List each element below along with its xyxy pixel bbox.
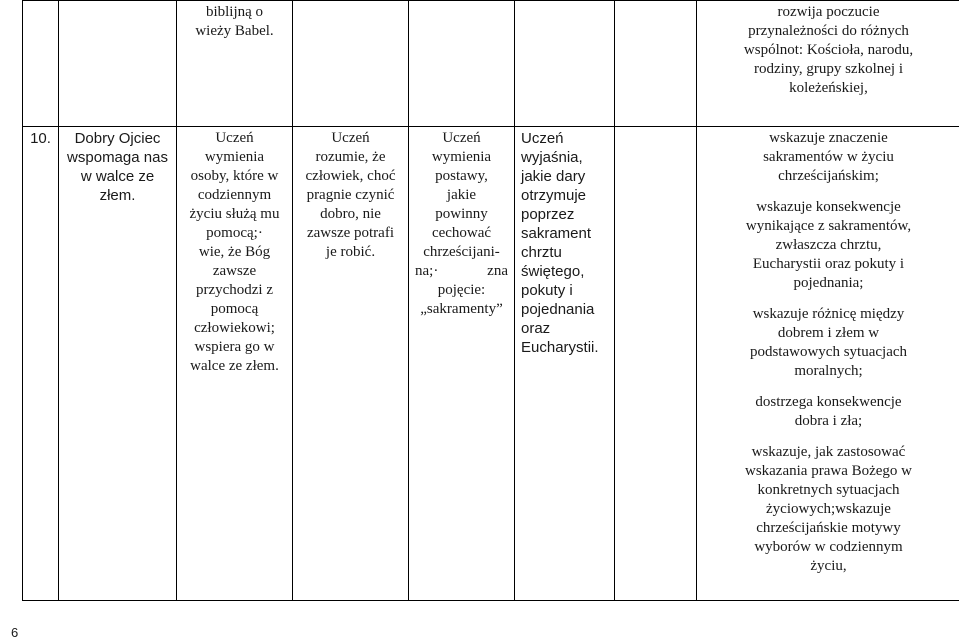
text-line: życiu służą mu	[189, 206, 280, 222]
text-line: chrześcijańskie motywy	[756, 520, 901, 536]
text-line: sakrament	[521, 225, 592, 242]
paragraph	[703, 305, 954, 381]
curriculum-table	[22, 0, 959, 601]
lesson-number: 10.	[23, 127, 59, 601]
text-line: „sakramenty”	[420, 301, 503, 317]
text-line: dostrzega konsekwencje	[755, 394, 902, 410]
text-line: zawsze	[212, 263, 257, 279]
text-line: chrześcijani-	[423, 244, 500, 260]
text-line: pomocą;·	[206, 225, 263, 241]
text-line: świętego,	[521, 263, 585, 280]
text-line: Uczeń	[215, 130, 254, 146]
title-line: Dobry Ojciec	[74, 130, 161, 147]
table-row	[23, 127, 959, 601]
text-line: wskazuje, jak zastosować	[751, 444, 906, 460]
text-line: chrztu	[521, 244, 562, 261]
cell-empty	[293, 1, 409, 127]
text-line: zwłaszcza chrztu,	[775, 237, 882, 253]
text-line: jakie	[446, 187, 477, 203]
text-line: chrześcijańskim;	[778, 168, 879, 184]
cell-number-empty	[23, 1, 59, 127]
paragraph	[703, 393, 954, 431]
text-line: wieży Babel.	[195, 23, 274, 39]
text-line: konkretnych sytuacjach	[757, 482, 900, 498]
text-line: rozumie, że	[315, 149, 386, 165]
cell-understanding	[293, 127, 409, 601]
text-line: wynikające z sakramentów,	[745, 218, 912, 234]
text-fragment: na;·	[415, 263, 439, 279]
text-line: Uczeń	[442, 130, 481, 146]
text-line: podstawowych sytuacjach	[749, 344, 908, 360]
text-line: walce ze złem.	[190, 358, 279, 374]
cell-requirements	[177, 127, 293, 601]
text-line: pojednania;	[793, 275, 864, 291]
paragraph	[703, 198, 954, 293]
text-line: zawsze potrafi	[306, 225, 395, 241]
text-line: osoby, które w	[190, 168, 279, 184]
text-line: Uczeń	[521, 130, 564, 147]
text-line: dobrem i złem w	[777, 325, 880, 341]
cell-attitudes	[697, 127, 959, 601]
text-line: koleżeńskiej,	[789, 80, 868, 96]
text-line: pokuty i	[521, 282, 573, 299]
cell-empty	[515, 1, 615, 127]
text-line: powinny	[435, 206, 488, 222]
text-line: wymienia	[431, 149, 492, 165]
text-line: oraz	[521, 320, 551, 337]
text-line: wymienia	[204, 149, 265, 165]
text-line: wie, że Bóg	[198, 244, 271, 260]
text-line: dobra i zła;	[794, 413, 863, 429]
text-line: życiu,	[810, 558, 847, 574]
title-line: w walce ze złem.	[80, 168, 155, 204]
text-line: jakie dary	[521, 168, 586, 185]
table-row	[23, 1, 959, 127]
cell-explains	[515, 127, 615, 601]
text-line: rodziny, grupy szkolnej i	[754, 61, 903, 77]
text-line: wyborów w codziennym	[754, 539, 903, 555]
text-line: wskazania prawa Bożego w	[744, 463, 912, 479]
paragraph	[703, 443, 954, 576]
text-line: człowiek, choć	[305, 168, 396, 184]
text-line: poprzez	[521, 206, 575, 223]
text-line: przychodzi z	[195, 282, 274, 298]
text-line: postawy,	[435, 168, 488, 184]
text-line: codziennym	[197, 187, 272, 203]
text-line: wspiera go w	[194, 339, 275, 355]
text-line: pragnie czynić	[306, 187, 395, 203]
text-line: biblijną o	[205, 4, 264, 20]
text-line: je robić.	[325, 244, 376, 260]
cell-title-empty	[59, 1, 177, 127]
text-line	[415, 262, 508, 281]
text-line: wyjaśnia,	[521, 149, 583, 166]
cell-empty	[615, 1, 697, 127]
cell-attitudes-cont	[697, 1, 959, 127]
lesson-title	[59, 127, 177, 601]
paragraph	[703, 129, 954, 186]
text-fragment: zna	[487, 263, 508, 279]
text-line: wskazuje znaczenie	[769, 130, 888, 146]
cell-requirements-cont	[177, 1, 293, 127]
text-line: pojednania	[521, 301, 595, 318]
text-line: Uczeń	[331, 130, 370, 146]
text-line: sakramentów w życiu	[763, 149, 894, 165]
text-line: wskazuje konsekwencje	[756, 199, 901, 215]
text-line: rozwija poczucie	[777, 4, 880, 20]
cell-empty	[409, 1, 515, 127]
text-line: Eucharystii oraz pokuty i	[752, 256, 905, 272]
page-number: 6	[11, 625, 19, 640]
text-line: życiowych;wskazuje	[766, 501, 891, 517]
text-line: pojęcie:	[437, 282, 486, 298]
cell-empty	[615, 127, 697, 601]
text-line: moralnych;	[794, 363, 863, 379]
text-line: pomocą	[210, 301, 259, 317]
text-line: człowiekowi;	[194, 320, 275, 336]
text-line: wspólnot: Kościoła, narodu,	[743, 42, 914, 58]
text-line: otrzymuje	[521, 187, 587, 204]
cell-attitudes-list	[409, 127, 515, 601]
text-line: wskazuje różnicę między	[752, 306, 905, 322]
text-line: Eucharystii.	[521, 339, 599, 356]
text-line: dobro, nie	[320, 206, 381, 222]
text-line: cechować	[431, 225, 492, 241]
text-line: przynależności do różnych	[748, 23, 909, 39]
title-line: wspomaga nas	[67, 149, 168, 166]
